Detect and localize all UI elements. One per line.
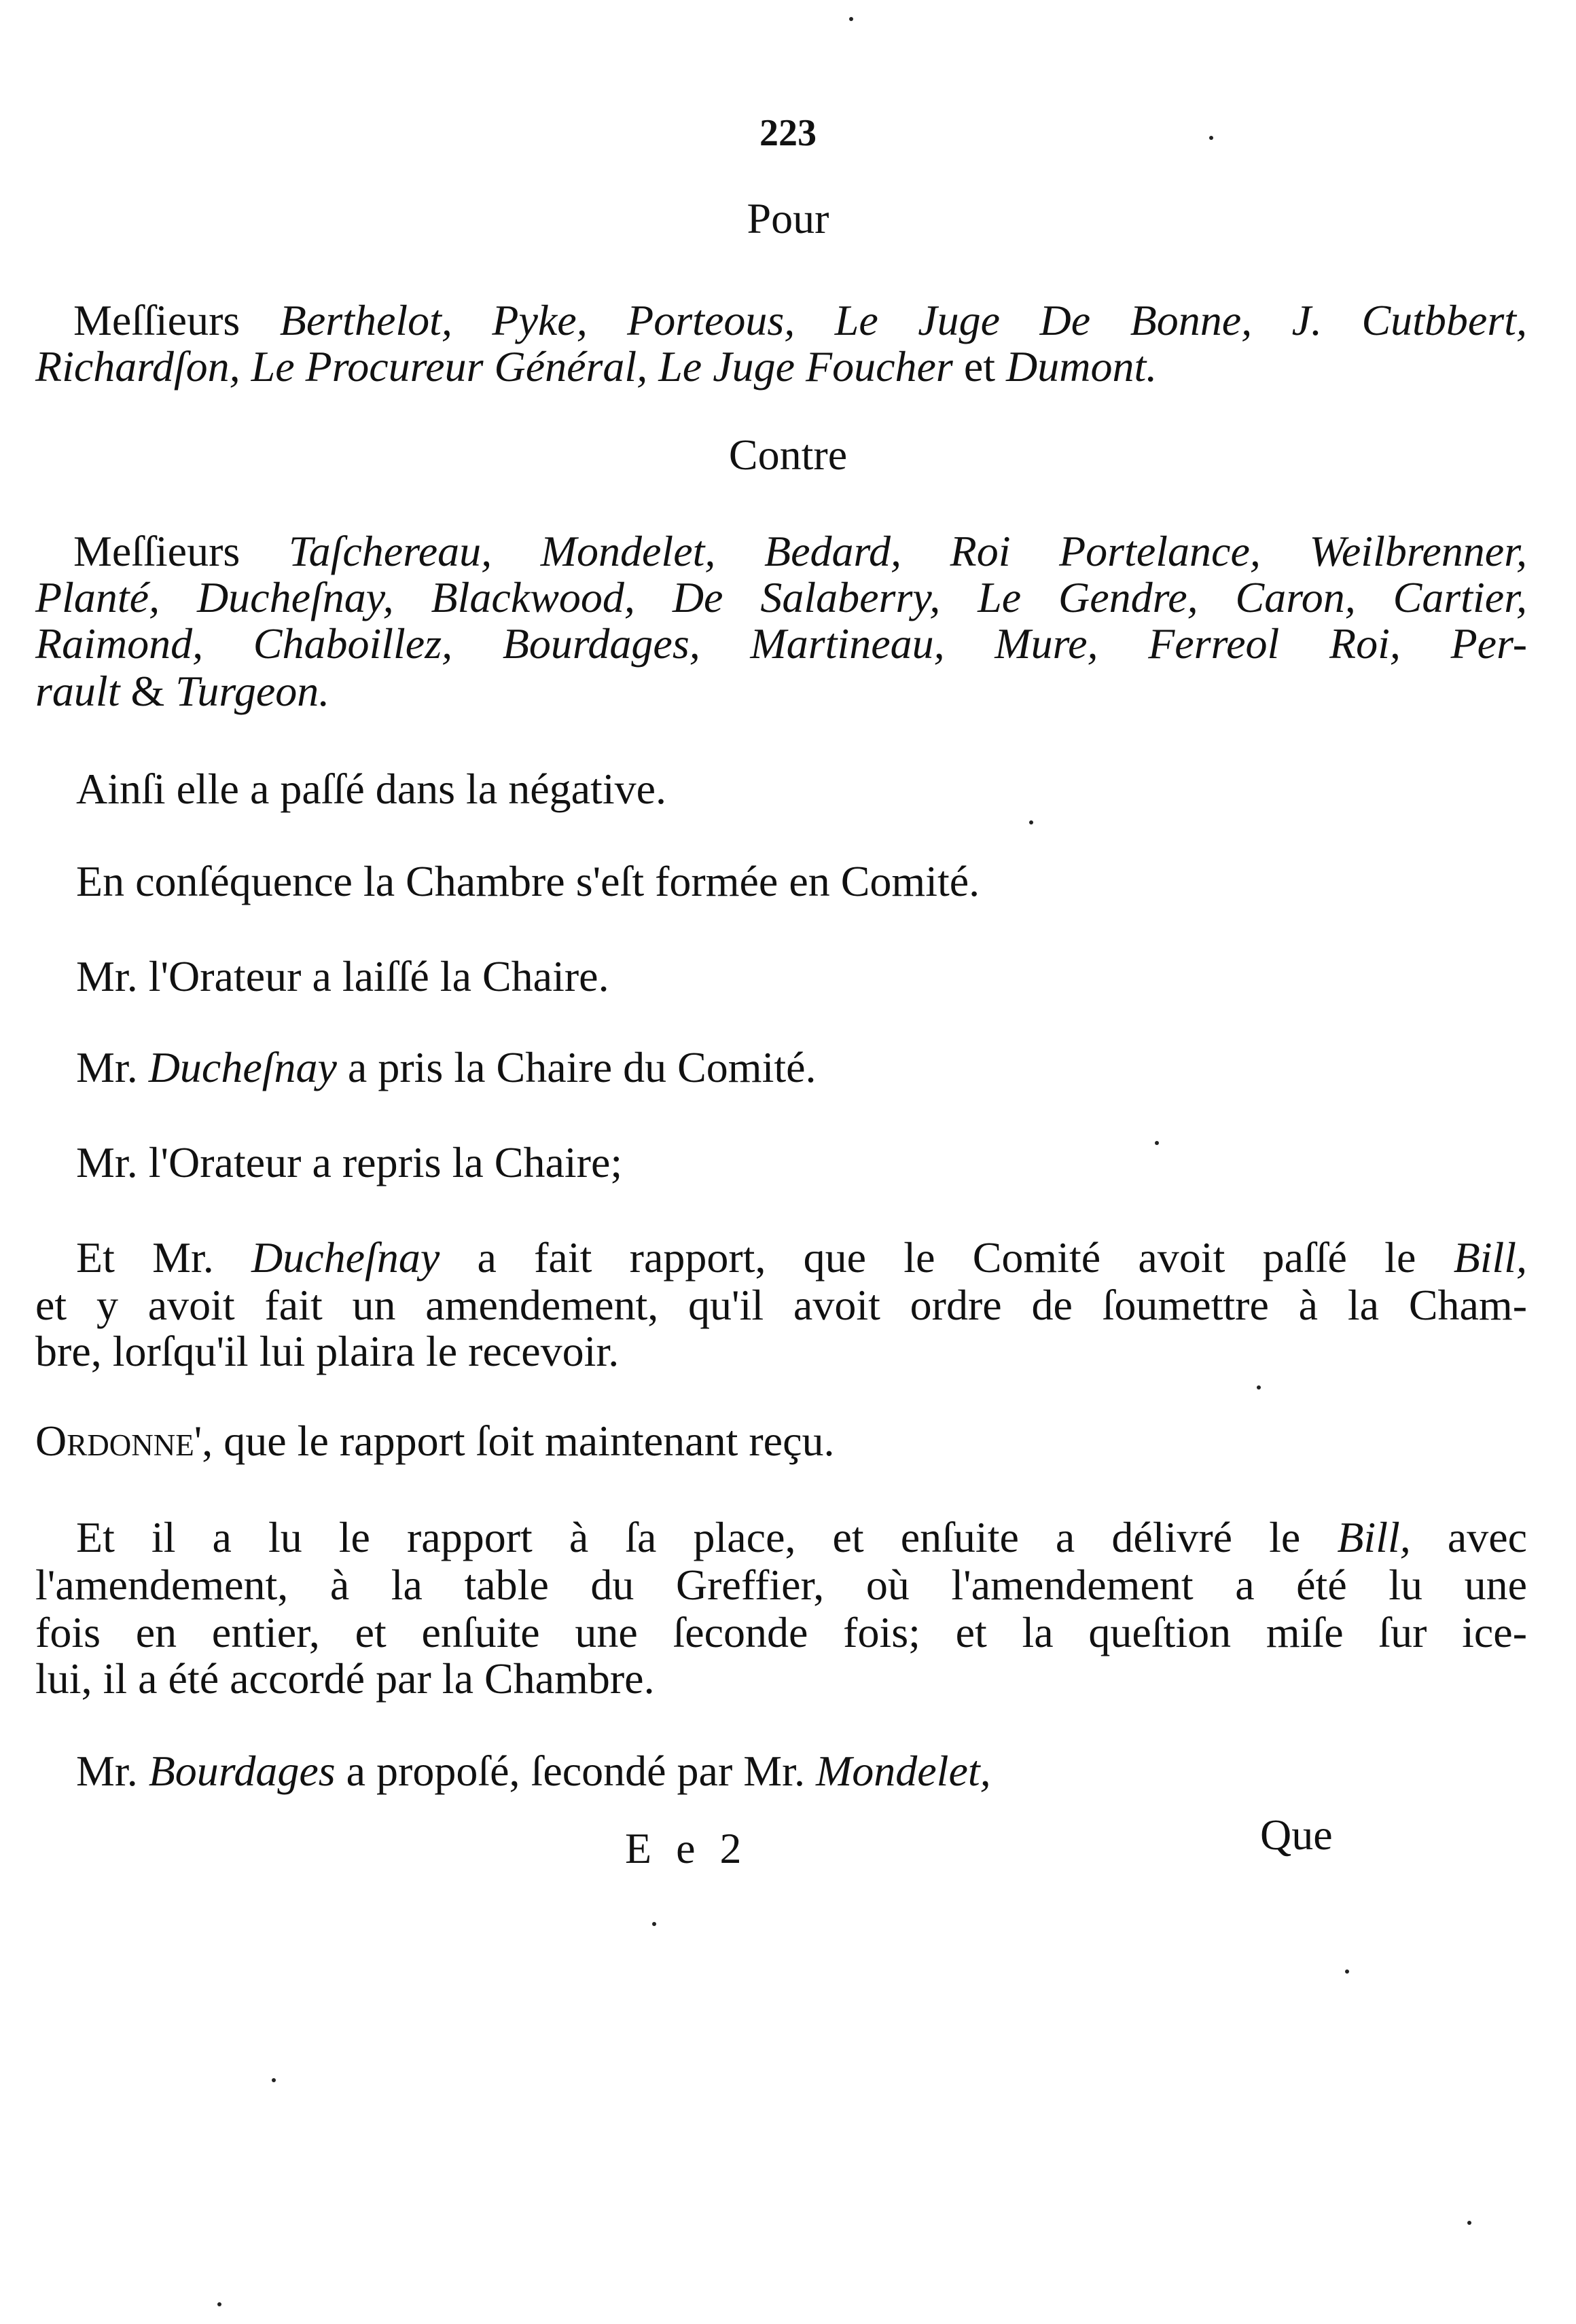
paragraph-rapport-line-3: bre, lorſqu'il lui plaira le recevoir.	[35, 1327, 620, 1375]
print-speck	[1029, 820, 1033, 824]
contre-names-1: Taſchereau, Mondelet, Bedard, Roi Portelance, Weilbrenner,	[288, 527, 1528, 575]
print-speck	[1257, 1385, 1261, 1390]
pour-names-1: Berthelot, Pyke, Porteous, Le Juge De Bonne, J. Cutbbert,	[279, 296, 1528, 344]
page-number: 223	[759, 112, 817, 154]
paragraph-comite: En conſéquence la Chambre s'eſt formée en Comité.	[76, 857, 980, 905]
paragraph-rapport-line-1	[76, 1233, 1528, 1282]
paragraph-text: Et Mr.	[76, 1233, 214, 1282]
paragraph-orateur-repris: Mr. l'Orateur a repris la Chaire;	[76, 1138, 623, 1186]
pour-members-line-1	[73, 296, 1528, 344]
print-speck	[217, 2302, 221, 2306]
paragraph-text: a fait rapport, que le Comité avoit paſſé le	[477, 1233, 1416, 1282]
ampersand: &	[120, 667, 176, 715]
paragraph-amendement-line-4: lui, il a été accordé par la Chambre.	[35, 1654, 655, 1703]
paragraph-negative: Ainſi elle a paſſé dans la négative.	[76, 765, 666, 813]
paragraph-text: avec	[1447, 1513, 1528, 1561]
ordonne-word: Ordonne',	[35, 1417, 213, 1465]
et-word: et	[952, 342, 1006, 391]
paragraph-text: a propoſé, ſecondé par Mr.	[346, 1747, 805, 1795]
name-mondelet: Mondelet,	[815, 1747, 991, 1795]
pour-members-line-2	[35, 342, 1158, 391]
messieurs-label: Meſſieurs	[73, 296, 240, 344]
print-speck	[1155, 1141, 1159, 1145]
catchword: Que	[1260, 1811, 1333, 1859]
print-speck	[272, 2078, 276, 2082]
print-speck	[1209, 136, 1213, 140]
bill-word: Bill,	[1337, 1513, 1411, 1561]
paragraph-amendement-line-3: fois en entier, et enſuite une ſeconde fois; et la queſtion miſe ſur ice-	[35, 1608, 1527, 1656]
paragraph-text: a pris la Chaire du Comité.	[347, 1043, 817, 1091]
pour-names-2a: Richardſon, Le Procureur Général, Le Juge Foucher	[35, 342, 953, 391]
bill-word: Bill,	[1453, 1233, 1528, 1282]
paragraph-amendement-line-2: l'amendement, à la table du Greffier, où l'amendement a été lu une	[35, 1561, 1527, 1609]
contre-names-2: Planté, Ducheſnay, Blackwood, De Salaberry, Le Gendre, Caron, Cartier,	[35, 573, 1527, 621]
paragraph-ordonne	[35, 1419, 834, 1463]
pour-names-2b: Dumont.	[1006, 342, 1158, 391]
contre-names-4a: rault	[35, 667, 120, 715]
paragraph-orateur-laisse: Mr. l'Orateur a laiſſé la Chaire.	[76, 952, 609, 1000]
paragraph-bourdages	[76, 1749, 991, 1793]
print-speck	[652, 1922, 656, 1926]
contre-heading: Contre	[728, 431, 848, 479]
messieurs-label: Meſſieurs	[73, 527, 240, 575]
print-speck	[849, 17, 853, 21]
paragraph-amendement-line-1	[76, 1513, 1528, 1561]
paragraph-rapport-line-2: et y avoit fait un amendement, qu'il avoit ordre de ſoumettre à la Cham-	[35, 1281, 1527, 1329]
name-duchesnay: Ducheſnay	[148, 1043, 337, 1091]
paragraph-text: que le rapport ſoit maintenant reçu.	[213, 1417, 835, 1465]
paragraph-text: Et il a lu le rapport à ſa place, et enſuite a délivré le	[76, 1513, 1301, 1561]
mr-label: Mr.	[76, 1747, 138, 1795]
contre-names-4b: Turgeon.	[175, 667, 330, 715]
contre-names-3: Raimond, Chaboillez, Bourdages, Martineau, Mure, Ferreol Roi, Per-	[35, 619, 1527, 668]
contre-members-line-1	[73, 527, 1528, 575]
signature-mark: E e 2	[625, 1824, 749, 1872]
print-speck	[1345, 1969, 1349, 1974]
pour-heading: Pour	[747, 194, 829, 242]
print-speck	[1467, 2221, 1471, 2225]
name-bourdages: Bourdages	[148, 1747, 336, 1795]
mr-label: Mr.	[76, 1043, 138, 1091]
contre-members-line-4	[35, 667, 330, 715]
name-duchesnay: Ducheſnay	[251, 1233, 440, 1282]
paragraph-duchesnay-chaire	[76, 1043, 817, 1091]
